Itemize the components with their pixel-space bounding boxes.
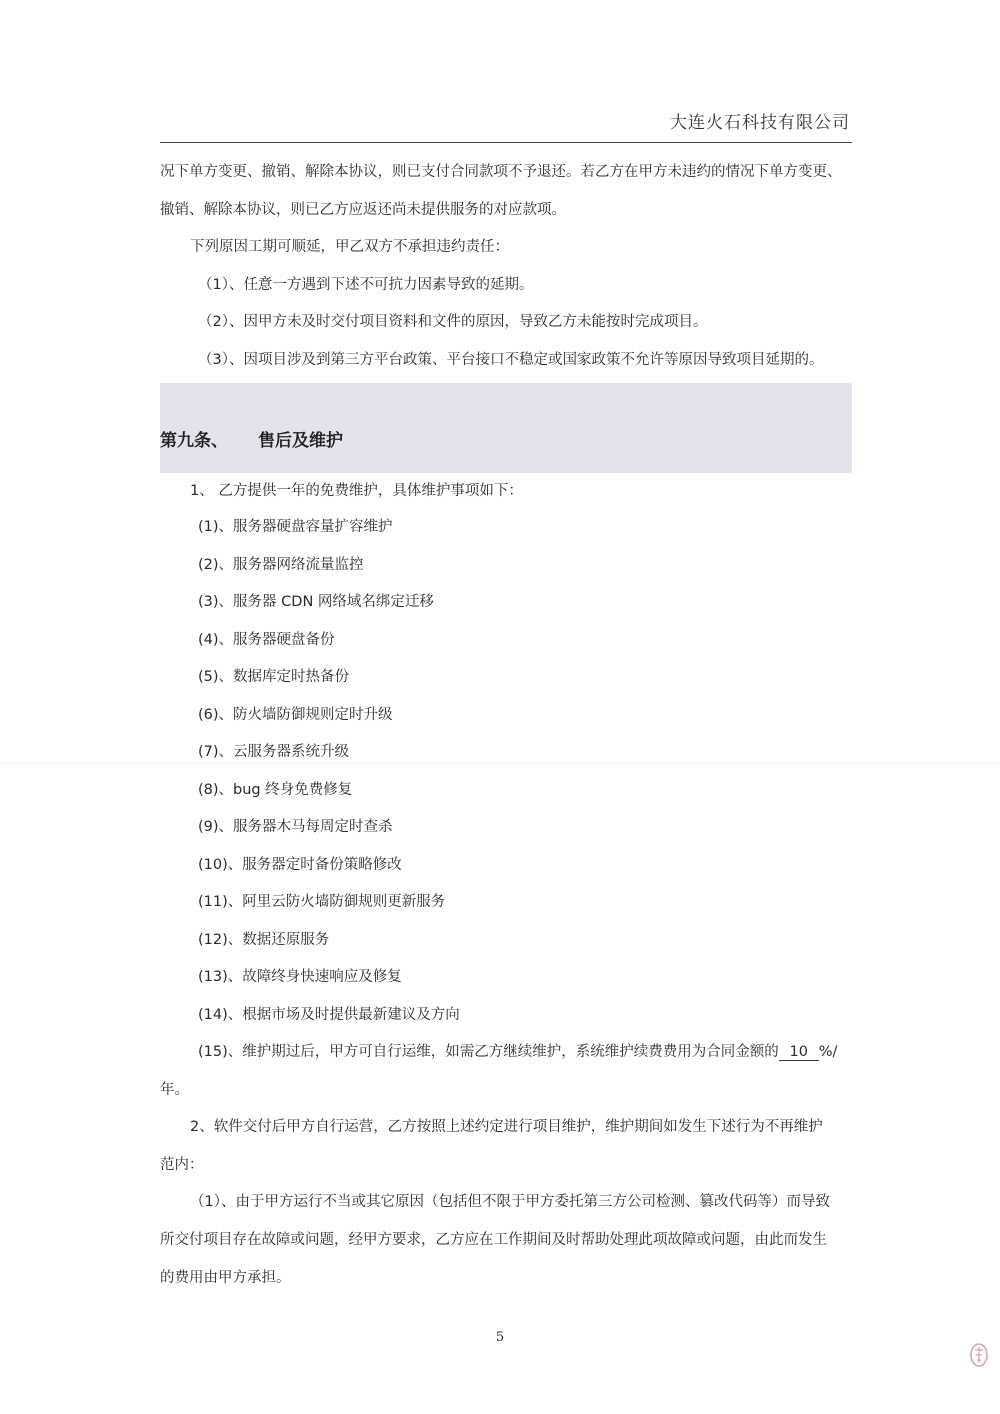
renewal-rate-blank: 10 <box>779 1044 819 1061</box>
paragraph-line: 况下单方变更、撤销、解除本协议，则已支付合同款项不予退还。若乙方在甲方未违约的情况下单方变更、 <box>160 164 842 180</box>
paragraph-line: 年。 <box>160 1082 189 1098</box>
delay-item: （1）、任意一方遇到下述不可抗力因素导致的延期。 <box>198 277 534 293</box>
paragraph-line: 撤销、解除本协议，则已乙方应返还尚未提供服务的对应款项。 <box>160 202 566 218</box>
seal-stamp-icon <box>968 1340 990 1370</box>
paragraph-line: 2、软件交付后甲方自行运营，乙方按照上述约定进行项目维护，维护期间如发生下述行为不再维护 <box>190 1119 823 1135</box>
maintenance-item: (4)、服务器硬盘备份 <box>198 632 335 648</box>
maintenance-item: (11)、阿里云防火墙防御规则更新服务 <box>198 894 446 910</box>
header-company-name: 大连火石科技有限公司 <box>670 113 850 133</box>
paragraph-line: （1）、由于甲方运行不当或其它原因（包括但不限于甲方委托第三方公司检测、篡改代码等）而导致 <box>190 1194 830 1210</box>
maintenance-item: (2)、服务器网络流量监控 <box>198 557 364 573</box>
maintenance-item: (1)、服务器硬盘容量扩容维护 <box>198 519 393 535</box>
maintenance-intro: 1、 乙方提供一年的免费维护，具体维护事项如下： <box>190 483 523 499</box>
item15-prefix: (15)、维护期过后，甲方可自行运维，如需乙方继续维护，系统维护续费费用为合同金额的 <box>198 1044 779 1060</box>
item15-suffix: %/ <box>818 1044 838 1060</box>
delay-item: （3）、因项目涉及到第三方平台政策、平台接口不稳定或国家政策不允许等原因导致项目延期的。 <box>198 352 824 368</box>
maintenance-item: (7)、云服务器系统升级 <box>198 744 350 760</box>
delay-intro: 下列原因工期可顺延，甲乙双方不承担违约责任： <box>190 239 509 255</box>
scan-fold-line <box>0 763 1000 764</box>
maintenance-item: (5)、数据库定时热备份 <box>198 669 350 685</box>
maintenance-item: (10)、服务器定时备份策略修改 <box>198 857 402 873</box>
paragraph-line: 范内： <box>160 1157 204 1173</box>
maintenance-item: (14)、根据市场及时提供最新建议及方向 <box>198 1007 460 1023</box>
paragraph-line: 的费用由甲方承担。 <box>160 1270 291 1286</box>
section-title-text: 售后及维护 <box>258 431 343 451</box>
maintenance-item: (13)、故障终身快速响应及修复 <box>198 969 402 985</box>
header-rule <box>160 142 852 143</box>
delay-item: （2）、因甲方未及时交付项目资料和文件的原因，导致乙方未能按时完成项目。 <box>198 314 708 330</box>
section-number: 第九条、 <box>160 431 228 451</box>
maintenance-item: (6)、防火墙防御规则定时升级 <box>198 707 393 723</box>
page-number: 5 <box>495 1330 505 1345</box>
section-heading <box>160 426 343 451</box>
maintenance-item-15 <box>160 1042 852 1062</box>
paragraph-line: 所交付项目存在故障或问题，经甲方要求，乙方应在工作期间及时帮助处理此项故障或问题，由此而发生 <box>160 1232 827 1248</box>
maintenance-item: (12)、数据还原服务 <box>198 932 330 948</box>
maintenance-item: (9)、服务器木马每周定时查杀 <box>198 819 393 835</box>
maintenance-item: (3)、服务器 CDN 网络域名绑定迁移 <box>198 594 434 610</box>
maintenance-item: (8)、bug 终身免费修复 <box>198 782 353 798</box>
